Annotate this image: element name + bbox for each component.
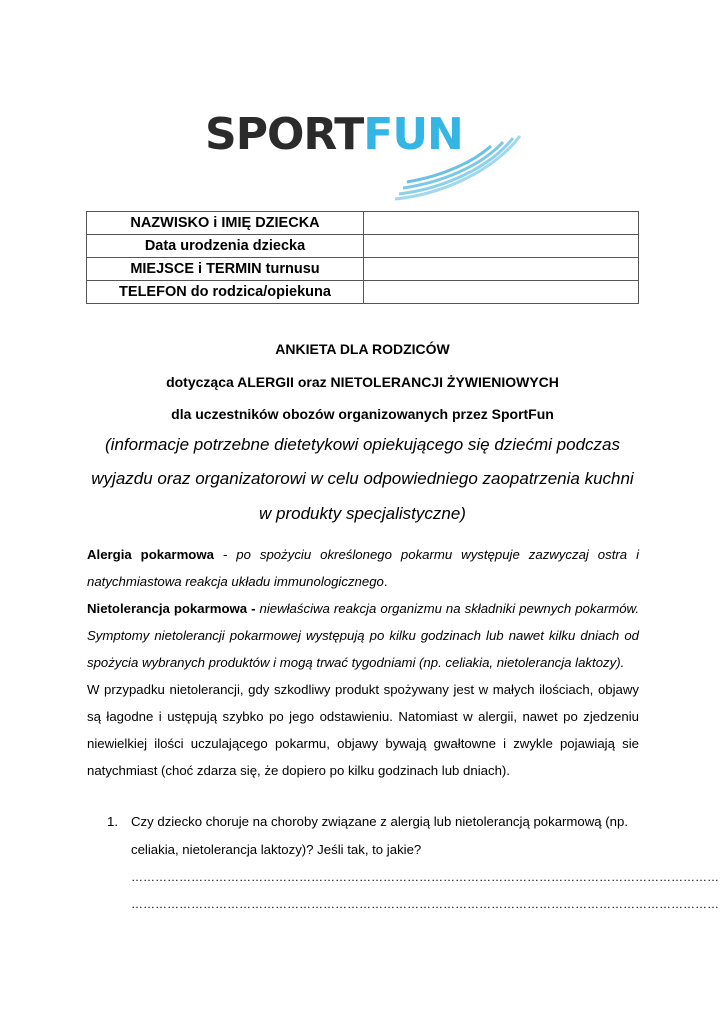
intolerance-term: Nietolerancja pokarmowa - (87, 601, 260, 616)
allergy-definition (87, 541, 639, 595)
parent-phone-field[interactable] (364, 281, 639, 304)
intolerance-definition (87, 595, 639, 676)
document-subtitle: dotycząca ALERGII oraz NIETOLERANCJI ŻYWIENIOWYCH (166, 374, 559, 390)
camp-place-label: MIEJSCE i TERMIN turnusu (87, 258, 364, 281)
logo-text-sport: SPORT (205, 109, 364, 160)
table-row (87, 258, 639, 281)
parent-phone-label: TELEFON do rodzica/opiekuna (87, 281, 364, 304)
answer-line-2[interactable]: ………………………………………………………………………………………………………………………………… (131, 897, 719, 911)
question-number: 1. (107, 814, 118, 829)
birth-date-label: Data urodzenia dziecka (87, 235, 364, 258)
birth-date-field[interactable] (364, 235, 639, 258)
document-note-line-3: w produkty specjalistyczne) (259, 504, 466, 523)
child-info-table (86, 211, 639, 304)
table-row (87, 235, 639, 258)
table-row (87, 281, 639, 304)
intolerance-text: niewłaściwa reakcja organizmu na składniki pewnych pokarmów. Symptomy nietolerancji pokarmowej występują po kilku godzinach lub nawet kilku dniach od spożycia wybranych produktów i mogą trwać tygodniami (np. celiakia, nietolerancja laktozy). (87, 601, 639, 670)
document-subtitle-2: dla uczestników obozów organizowanych przez SportFun (171, 406, 554, 422)
sportfun-logo (205, 109, 525, 204)
document-note-line-1: (informacje potrzebne dietetykowi opiekującego się dziećmi podczas (105, 435, 620, 454)
camp-place-field[interactable] (364, 258, 639, 281)
child-name-label: NAZWISKO i IMIĘ DZIECKA (87, 212, 364, 235)
allergy-term: Alergia pokarmowa (87, 547, 214, 562)
answer-line-1[interactable]: ………………………………………………………………………………………………………………………………… (131, 870, 719, 884)
document-title: ANKIETA DLA RODZICÓW (275, 341, 450, 357)
allergy-end: . (383, 574, 388, 589)
logo-text-fun: FUN (363, 109, 463, 160)
child-name-field[interactable] (364, 212, 639, 235)
question-text: Czy dziecko choruje na choroby związane z alergią lub nietolerancją pokarmową (np. celiakia, nietolerancja laktozy)? Jeśli tak, to jakie? (131, 814, 628, 857)
allergy-text: po spożyciu określonego pokarmu występuje zazwyczaj ostra i natychmiastowa reakcja układu immunologicznego (87, 547, 640, 589)
document-note-line-2: wyjazdu oraz organizatorowi w celu odpowiedniego zaopatrzenia kuchni (91, 469, 634, 488)
allergy-sep: - (213, 547, 237, 562)
definitions-section (87, 541, 639, 784)
comparison-text: W przypadku nietolerancji, gdy szkodliwy produkt spożywany jest w małych ilościach, objawy są łagodne i ustępują szybko po jego odstawieniu. Natomiast w alergii, nawet po zjedzeniu niewielkiej ilości uczulającego pokarmu, objawy bywają gwałtowne i zwykle pojawiają sie natychmiast (choć zdarza się, że dopiero po kilku godzinach lub dniach). (87, 682, 639, 778)
table-row (87, 212, 639, 235)
logo-swoosh-icon (385, 124, 525, 204)
